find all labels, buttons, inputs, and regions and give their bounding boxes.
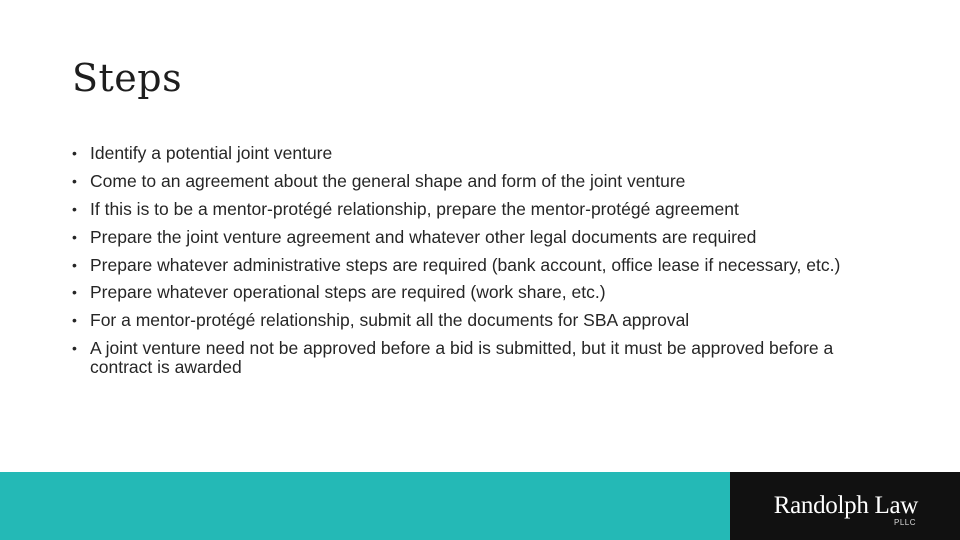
footer-teal-band xyxy=(0,472,730,540)
bullet-dot-icon: • xyxy=(72,257,77,273)
bullet-dot-icon: • xyxy=(72,201,77,217)
logo-name: Randolph Law xyxy=(773,492,918,519)
bullet-text: Prepare whatever administrative steps are required (bank account, office lease if necessary, etc.) xyxy=(90,255,841,275)
bullet-text: Prepare whatever operational steps are required (work share, etc.) xyxy=(90,282,606,302)
bullet-item xyxy=(72,144,892,163)
bullet-item xyxy=(72,283,892,302)
footer xyxy=(0,472,960,540)
bullet-dot-icon: • xyxy=(72,284,77,300)
bullet-dot-icon: • xyxy=(72,312,77,328)
bullet-list xyxy=(72,144,892,377)
logo-sub: PLLC xyxy=(893,518,916,527)
bullet-item xyxy=(72,256,892,275)
bullet-text: A joint venture need not be approved before a bid is submitted, but it must be approved before a contract is awarded xyxy=(90,338,834,377)
bullet-text: For a mentor-protégé relationship, submit all the documents for SBA approval xyxy=(90,310,690,330)
bullet-text: If this is to be a mentor-protégé relationship, prepare the mentor-protégé agreement xyxy=(90,199,739,219)
bullet-item xyxy=(72,172,892,191)
bullet-dot-icon: • xyxy=(72,229,77,245)
bullet-dot-icon: • xyxy=(72,145,77,161)
bullet-item xyxy=(72,311,892,330)
bullet-text: Prepare the joint venture agreement and whatever other legal documents are required xyxy=(90,227,757,247)
footer-logo-box xyxy=(730,472,960,540)
bullet-dot-icon: • xyxy=(72,173,77,189)
bullet-text: Come to an agreement about the general shape and form of the joint venture xyxy=(90,171,686,191)
slide-title: Steps xyxy=(72,56,183,100)
bullet-item xyxy=(72,339,892,377)
bullet-text: Identify a potential joint venture xyxy=(90,143,333,163)
bullet-item xyxy=(72,228,892,247)
bullet-item xyxy=(72,200,892,219)
bullet-dot-icon: • xyxy=(72,340,77,356)
